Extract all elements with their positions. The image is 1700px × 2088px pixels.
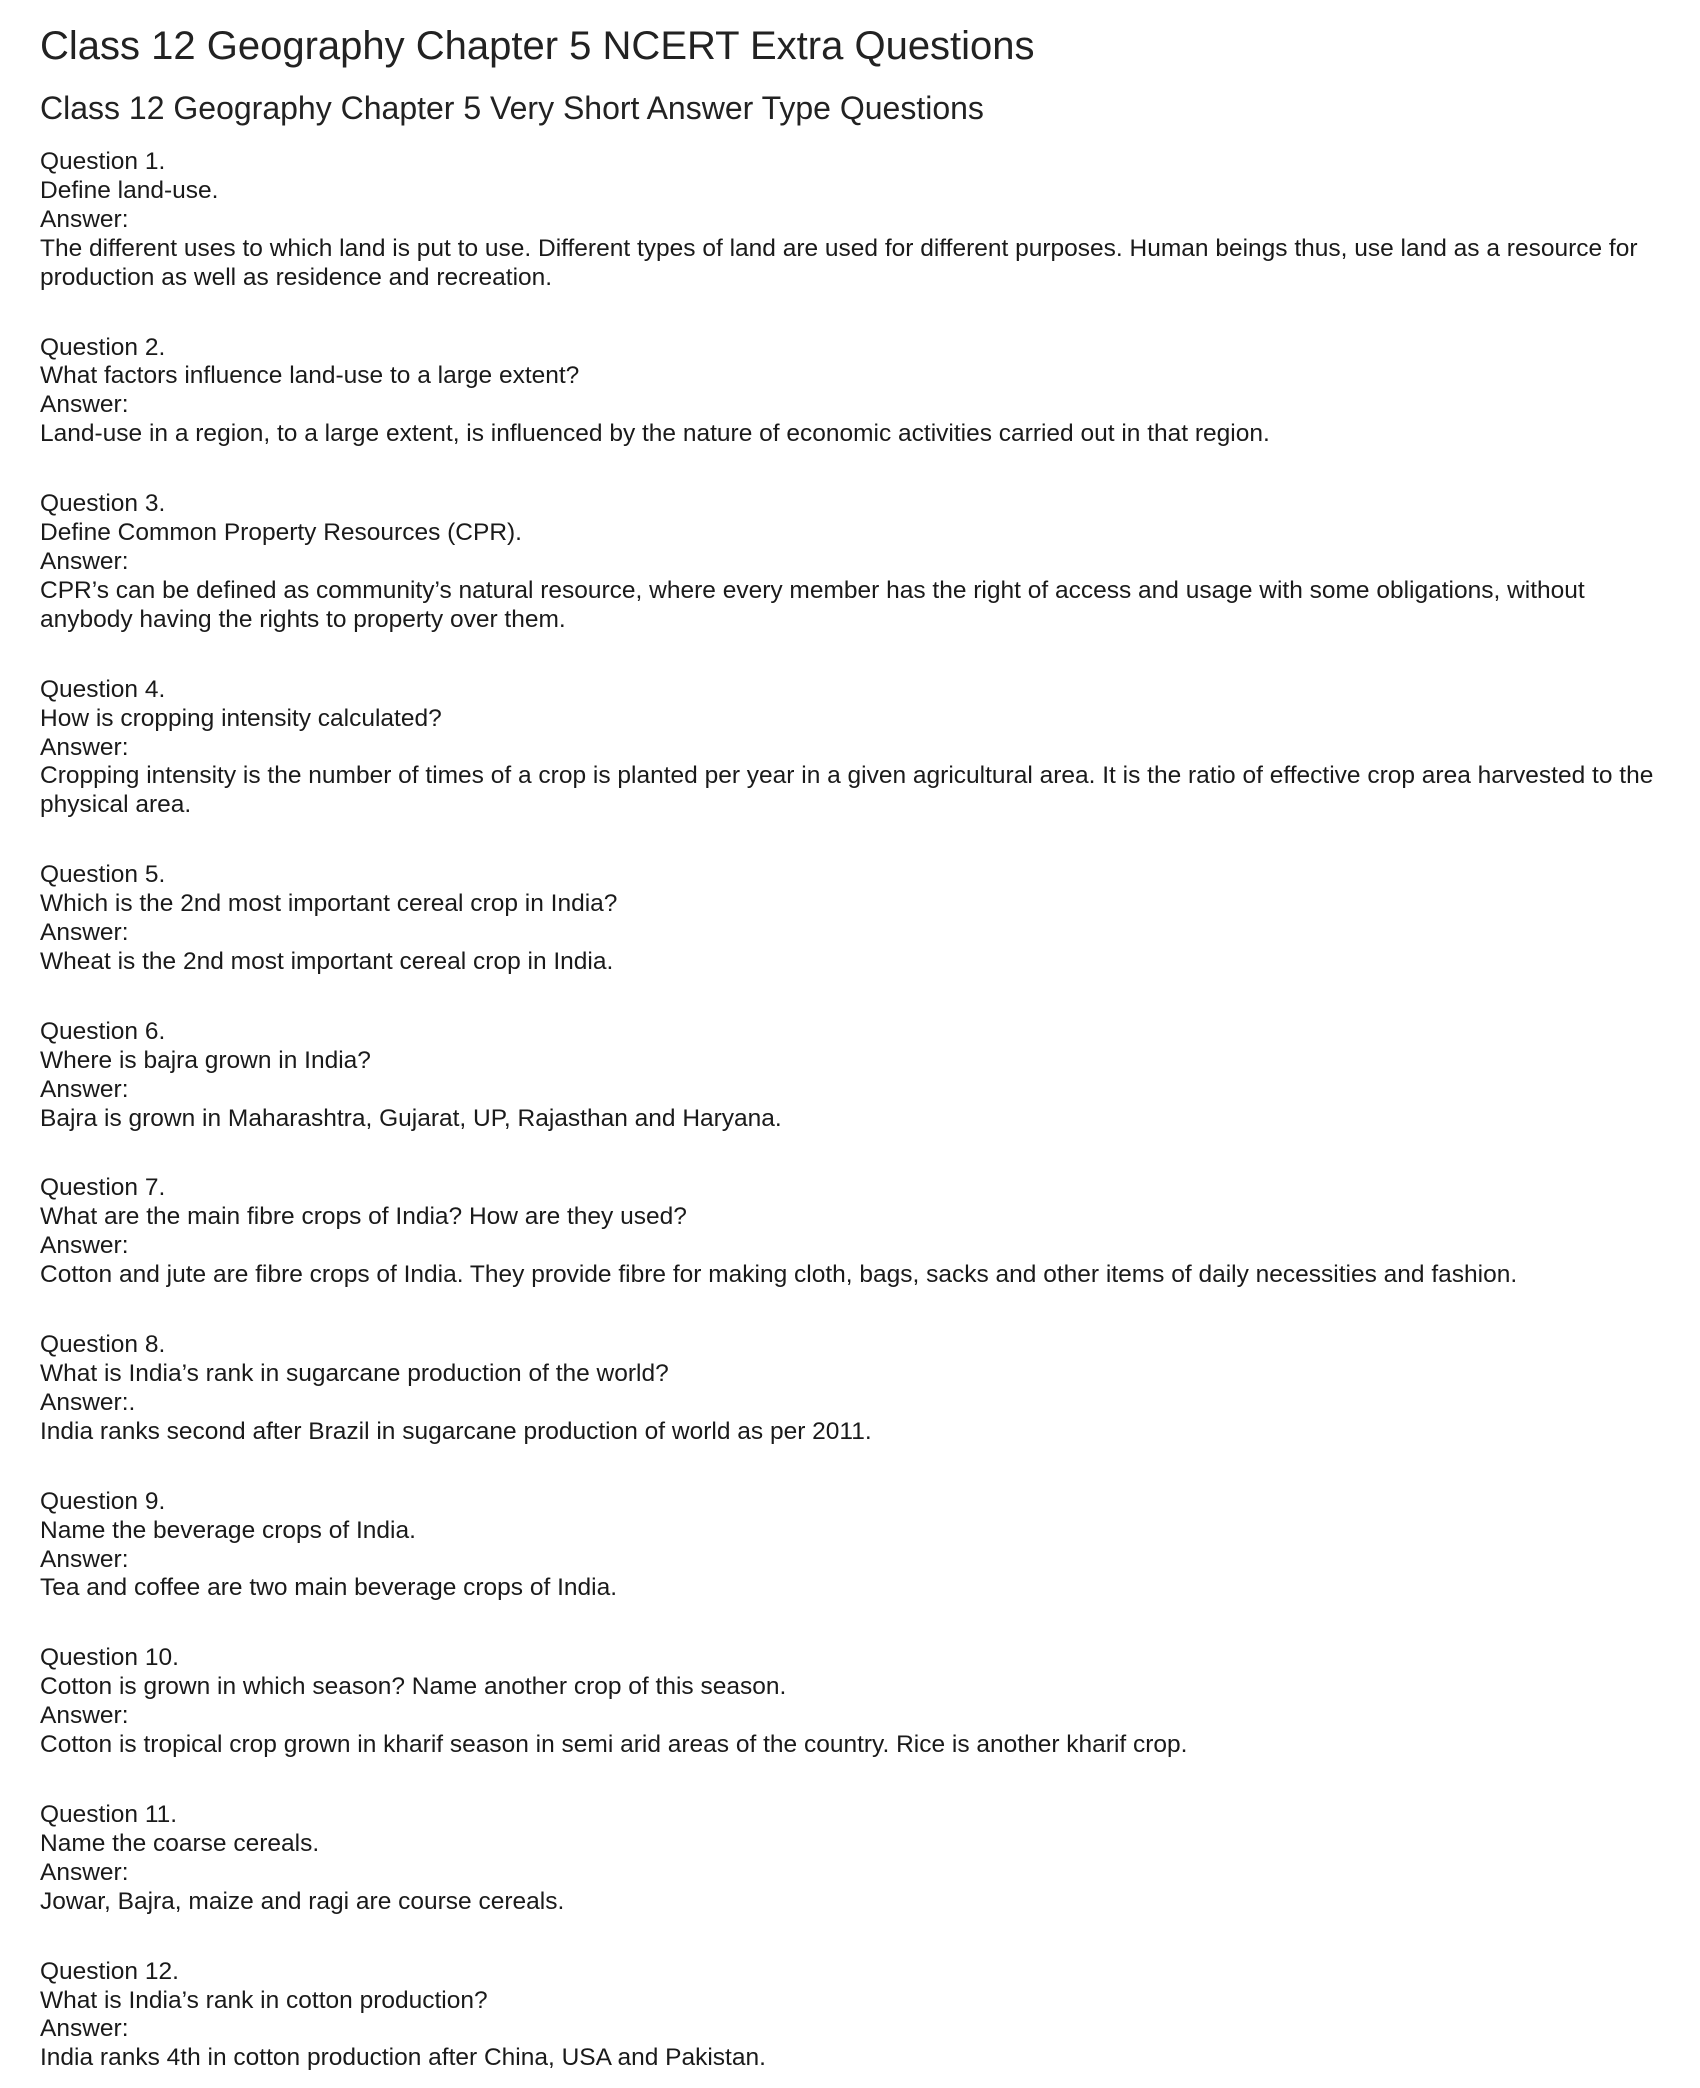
answer-label: Answer: [40, 205, 129, 233]
answer-text: Cotton is tropical crop grown in kharif season in semi arid areas of the country. Rice is another kharif crop. [40, 1731, 1188, 1759]
question-item [40, 1018, 1660, 1134]
question-number: Question 3. [40, 490, 166, 518]
question-text: How is cropping intensity calculated? [40, 704, 442, 732]
question-item [40, 1488, 1660, 1604]
question-item [40, 334, 1660, 450]
answer-text: Cropping intensity is the number of times of a crop is planted per year in a given agricultural area. It is the ratio of effective crop area harvested to the physical area. [40, 762, 1654, 819]
question-number: Question 4. [40, 675, 166, 703]
answer-text: The different uses to which land is put to use. Different types of land are used for different purposes. Human beings thus, use land as a resource for production as well as residence and recreation. [40, 234, 1638, 291]
question-text: What is India’s rank in cotton production? [40, 1986, 488, 2014]
answer-label: Answer: [40, 547, 129, 575]
answer-label: Answer: [40, 2015, 129, 2043]
question-number: Question 6. [40, 1017, 166, 1045]
answer-label: Answer:. [40, 1388, 136, 1416]
answer-label: Answer: [40, 919, 129, 947]
question-text: Which is the 2nd most important cereal crop in India? [40, 890, 618, 918]
question-number: Question 12. [40, 1957, 179, 1985]
question-text: Define land-use. [40, 176, 219, 204]
question-text: Name the coarse cereals. [40, 1829, 320, 1857]
answer-label: Answer: [40, 1702, 129, 1730]
answer-text: India ranks second after Brazil in sugarcane production of world as per 2011. [40, 1417, 872, 1445]
question-item [40, 490, 1660, 635]
question-item [40, 1958, 1660, 2074]
answer-label: Answer: [40, 1858, 129, 1886]
question-number: Question 2. [40, 333, 166, 361]
question-list [40, 148, 1660, 2073]
answer-label: Answer: [40, 391, 129, 419]
question-number: Question 5. [40, 861, 166, 889]
question-number: Question 10. [40, 1644, 179, 1672]
question-text: Define Common Property Resources (CPR). [40, 519, 522, 547]
question-item [40, 1644, 1660, 1760]
question-number: Question 1. [40, 148, 166, 175]
page-title: Class 12 Geography Chapter 5 NCERT Extra Questions [40, 24, 1035, 68]
answer-text: Land-use in a region, to a large extent, is influenced by the nature of economic activities carried out in that region. [40, 420, 1270, 448]
question-text: Name the beverage crops of India. [40, 1516, 416, 1544]
answer-text: Tea and coffee are two main beverage crops of India. [40, 1574, 618, 1602]
answer-text: Bajra is grown in Maharashtra, Gujarat, UP, Rajasthan and Haryana. [40, 1104, 782, 1132]
question-text: What is India’s rank in sugarcane production of the world? [40, 1360, 669, 1387]
question-item [40, 1331, 1660, 1447]
answer-label: Answer: [40, 1545, 129, 1573]
question-number: Question 9. [40, 1487, 166, 1515]
question-text: What are the main fibre crops of India? How are they used? [40, 1203, 687, 1231]
question-item [40, 676, 1660, 821]
answer-text: Jowar, Bajra, maize and ragi are course cereals. [40, 1887, 565, 1915]
question-number: Question 11. [40, 1800, 178, 1828]
answer-text: India ranks 4th in cotton production after China, USA and Pakistan. [40, 2044, 766, 2072]
answer-text: CPR’s can be defined as community’s natural resource, where every member has the right of access and usage with some obligations, without anybody having the rights to property over them. [40, 576, 1585, 633]
question-number: Question 7. [40, 1174, 166, 1202]
answer-label: Answer: [40, 1075, 129, 1103]
question-text: Cotton is grown in which season? Name another crop of this season. [40, 1673, 787, 1701]
answer-label: Answer: [40, 1232, 129, 1260]
answer-label: Answer: [40, 733, 129, 761]
answer-text: Cotton and jute are fibre crops of India. They provide fibre for making cloth, bags, sacks and other items of daily necessities and fashion. [40, 1261, 1518, 1289]
question-number: Question 8. [40, 1331, 166, 1359]
question-item [40, 1801, 1660, 1917]
section-heading: Class 12 Geography Chapter 5 Very Short Answer Type Questions [40, 90, 984, 126]
question-item [40, 148, 1660, 293]
question-text: What factors influence land-use to a large extent? [40, 362, 580, 390]
answer-text: Wheat is the 2nd most important cereal crop in India. [40, 947, 614, 975]
question-text: Where is bajra grown in India? [40, 1046, 371, 1074]
question-item [40, 1174, 1660, 1290]
question-item [40, 861, 1660, 977]
